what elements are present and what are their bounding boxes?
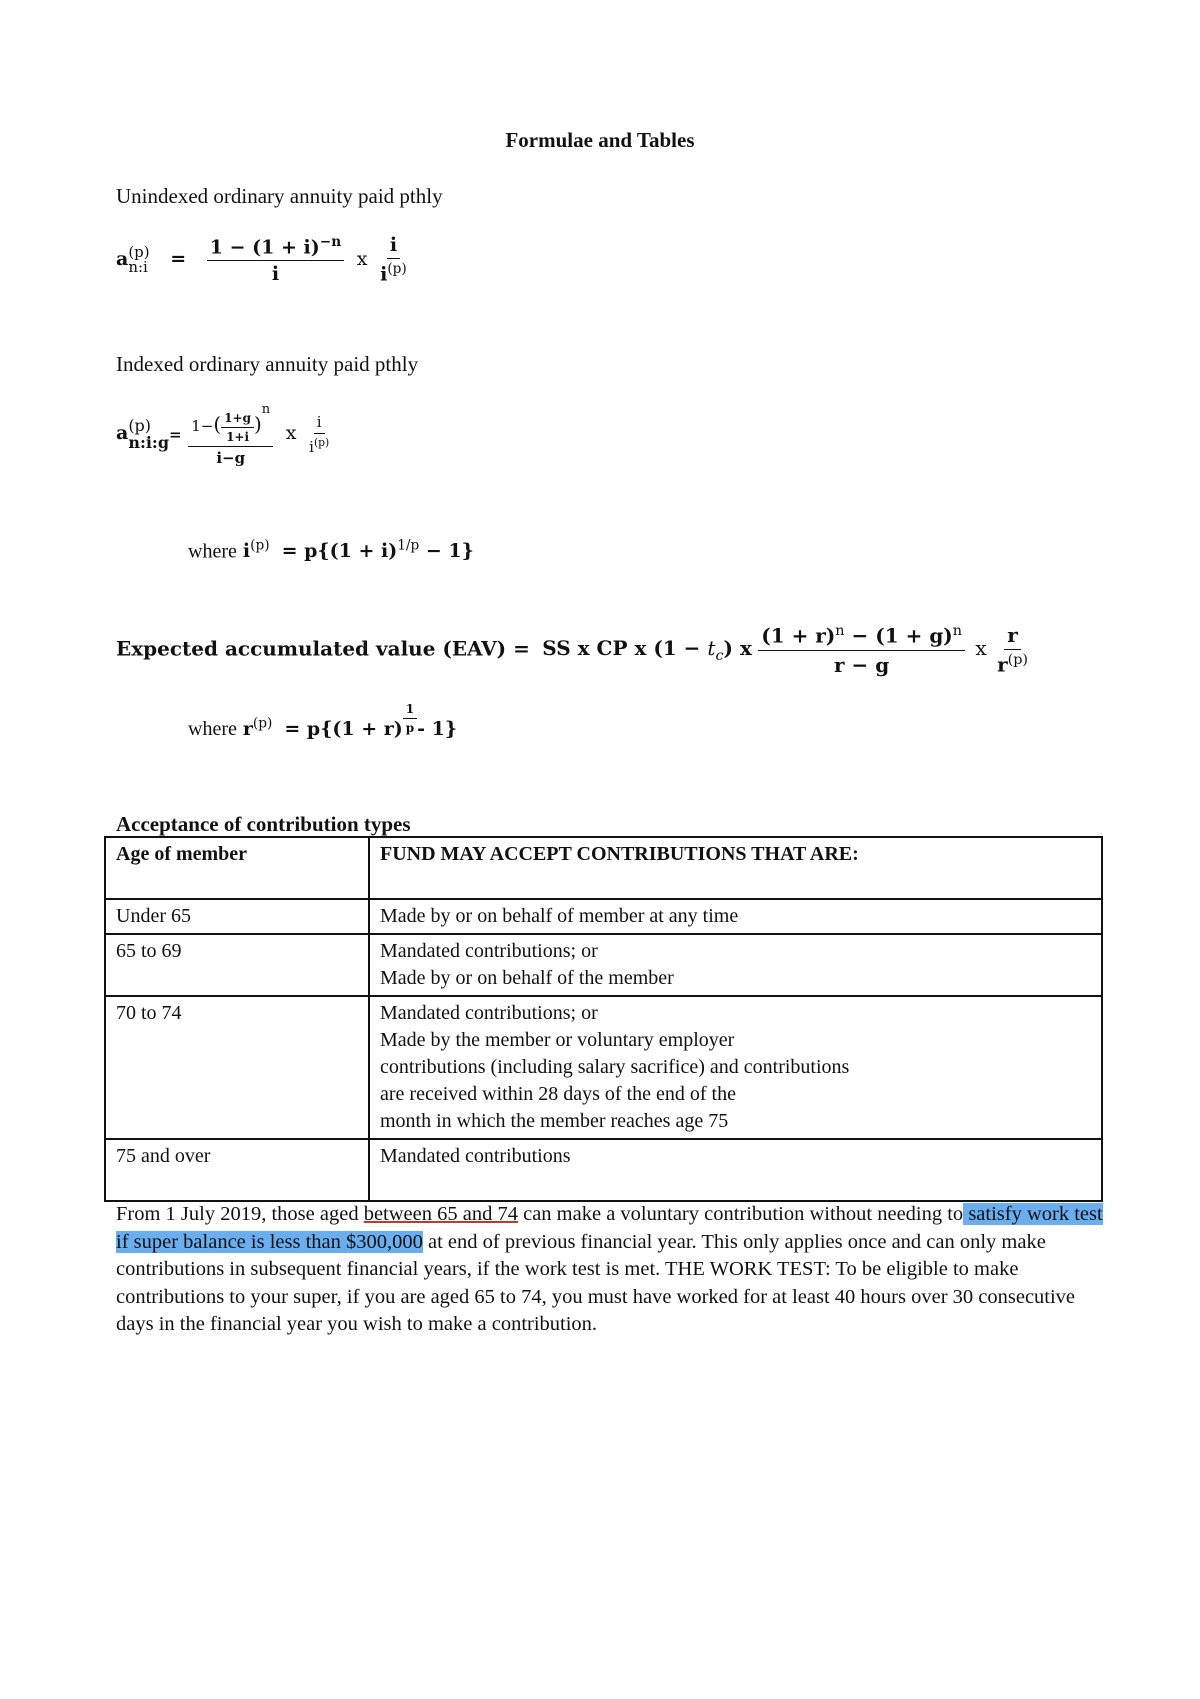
para-text: From 1 July 2019, those aged bbox=[116, 1203, 364, 1225]
eav-fraction-1 bbox=[758, 623, 965, 677]
indexed-denominator: i−g bbox=[216, 448, 246, 467]
rule-line: Made by or on behalf of the member bbox=[380, 967, 674, 989]
rule-line: month in which the member reaches age 75 bbox=[380, 1110, 729, 1132]
eav-num-exp1: n bbox=[835, 623, 845, 639]
times-sign: x bbox=[356, 247, 368, 270]
table-row bbox=[105, 934, 1102, 996]
times-sign: x bbox=[285, 422, 297, 445]
age-cell: 65 to 69 bbox=[105, 934, 369, 996]
frac2-den-sup: (p) bbox=[313, 435, 330, 449]
exp-numerator: 1 bbox=[403, 702, 417, 719]
lhs-sub: n:i bbox=[128, 257, 148, 276]
lhs-sup: (p) bbox=[250, 538, 270, 554]
rhs-body: = p{(1 + r) bbox=[284, 718, 403, 740]
lhs-sup: (p) bbox=[128, 416, 152, 436]
indexed-fraction-1: 1−( $\frac{1+g}{1+i}$ )n i−g bbox=[188, 402, 273, 467]
inner-fraction bbox=[221, 411, 254, 444]
rhs-tail: - 1} bbox=[417, 718, 458, 740]
rhs-body: = p{(1 + i) bbox=[281, 540, 398, 563]
eav-label: Expected accumulated value (EAV) = bbox=[116, 636, 530, 661]
eav-num-exp2: n bbox=[952, 623, 963, 639]
contribution-table bbox=[104, 836, 1103, 1202]
rule-line: are received within 28 days of the end of the bbox=[380, 1083, 736, 1105]
para-underlined-text: between 65 and 74 bbox=[363, 1203, 518, 1225]
frac2-den-sup: (p) bbox=[1007, 652, 1029, 668]
header-age: Age of member bbox=[105, 837, 369, 899]
where-r-formula bbox=[188, 702, 457, 741]
equals-sign: = bbox=[169, 425, 182, 444]
table-title: Acceptance of contribution types bbox=[116, 812, 411, 836]
frac2-den-sup: (p) bbox=[387, 261, 407, 277]
frac1-numerator: 1 − (1 + i) bbox=[209, 236, 320, 259]
eav-num-part1: (1 + r) bbox=[761, 623, 836, 648]
rule-line: contributions (including salary sacrifice) and contributions bbox=[380, 1056, 850, 1078]
indexed-formula bbox=[116, 402, 329, 467]
unindexed-heading: Unindexed ordinary annuity paid pthly bbox=[116, 184, 443, 208]
equals-sign: = bbox=[170, 247, 187, 270]
indexed-heading: Indexed ordinary annuity paid pthly bbox=[116, 352, 419, 376]
frac1-denominator: i bbox=[271, 263, 280, 286]
rule-line: Mandated contributions; or bbox=[380, 940, 598, 962]
lhs-base: a bbox=[116, 247, 129, 270]
table-row bbox=[105, 1139, 1102, 1201]
tc-subscript: c bbox=[715, 648, 724, 665]
age-cell: 75 and over bbox=[105, 1139, 369, 1201]
frac2-numerator: i bbox=[314, 413, 325, 434]
rule-line: Mandated contributions; or bbox=[380, 1002, 598, 1024]
eav-terms-tail: ) x bbox=[723, 636, 752, 661]
eav-terms: SS x CP x (1 − bbox=[542, 636, 708, 661]
inner-numerator: 1+g bbox=[221, 411, 254, 428]
age-cell: Under 65 bbox=[105, 899, 369, 934]
page-title: Formulae and Tables bbox=[505, 128, 695, 152]
para-text: at end of previous financial year. This only applies once and can only make contributions in subsequent financial years, if the work test is met. THE WORK TEST: To be eligible to make contributions to your super, if you are aged 65 to 74, you must have worked for at least 40 hours over 30 consecutive days in the financial year you wish to make a contribution. bbox=[116, 1230, 1076, 1335]
frac2-numerator: r bbox=[1004, 623, 1021, 650]
frac2-den-base: r bbox=[997, 652, 1008, 677]
rule-line: Made by or on behalf of member at any time bbox=[380, 905, 739, 927]
unindexed-fraction-1 bbox=[207, 234, 344, 285]
para-text: can make a voluntary contribution without needing to bbox=[517, 1203, 964, 1225]
unindexed-formula bbox=[116, 234, 407, 285]
rule-cell bbox=[369, 1139, 1102, 1201]
frac1-exponent: −n bbox=[319, 234, 342, 250]
indexed-fraction-2 bbox=[309, 413, 329, 456]
lhs-sub: n:i:g bbox=[128, 433, 170, 453]
indexed-lhs bbox=[116, 416, 170, 453]
tc-symbol: t bbox=[707, 636, 716, 661]
table-row bbox=[105, 996, 1102, 1139]
eav-denominator: r − g bbox=[834, 652, 890, 677]
unindexed-fraction-2 bbox=[380, 234, 407, 285]
rule-cell bbox=[369, 899, 1102, 934]
rhs-exponent: 1/p bbox=[397, 538, 420, 554]
rhs-exponent-fraction bbox=[403, 702, 417, 735]
unindexed-lhs bbox=[116, 242, 150, 276]
lhs-base: r bbox=[242, 718, 253, 740]
eav-formula bbox=[116, 623, 1028, 677]
table-row bbox=[105, 899, 1102, 934]
lhs-base: i bbox=[242, 540, 251, 563]
inner-exponent: n bbox=[261, 402, 271, 417]
age-cell: 70 to 74 bbox=[105, 996, 369, 1139]
rule-cell bbox=[369, 934, 1102, 996]
eav-fraction-2 bbox=[997, 623, 1028, 677]
exp-denominator: p bbox=[405, 721, 415, 735]
frac2-numerator: i bbox=[387, 234, 400, 259]
rule-line: Mandated contributions bbox=[380, 1145, 571, 1167]
rhs-tail: − 1} bbox=[419, 540, 474, 563]
work-test-paragraph bbox=[116, 1201, 1116, 1339]
inner-denominator: 1+i bbox=[226, 429, 250, 444]
rule-cell bbox=[369, 996, 1102, 1139]
table-header-row bbox=[105, 837, 1102, 899]
rule-line: Made by the member or voluntary employer bbox=[380, 1029, 735, 1051]
num-lead: 1− bbox=[191, 417, 214, 435]
lhs-sup: (p) bbox=[252, 715, 273, 732]
para-highlighted-text: satisfy work test if super balance is less than $300,000 bbox=[116, 1203, 1103, 1253]
header-contributions: FUND MAY ACCEPT CONTRIBUTIONS THAT ARE: bbox=[369, 837, 1102, 899]
lhs-sup: (p) bbox=[128, 242, 150, 261]
frac2-den-base: i bbox=[380, 263, 388, 286]
times-sign: x bbox=[975, 636, 987, 661]
lhs-base: a bbox=[116, 422, 129, 445]
where-label: where bbox=[188, 540, 237, 563]
where-label: where bbox=[188, 718, 237, 740]
frac2-den-base: i bbox=[309, 437, 314, 456]
eav-num-part2: − (1 + g) bbox=[844, 623, 953, 648]
where-i-formula bbox=[188, 538, 474, 563]
